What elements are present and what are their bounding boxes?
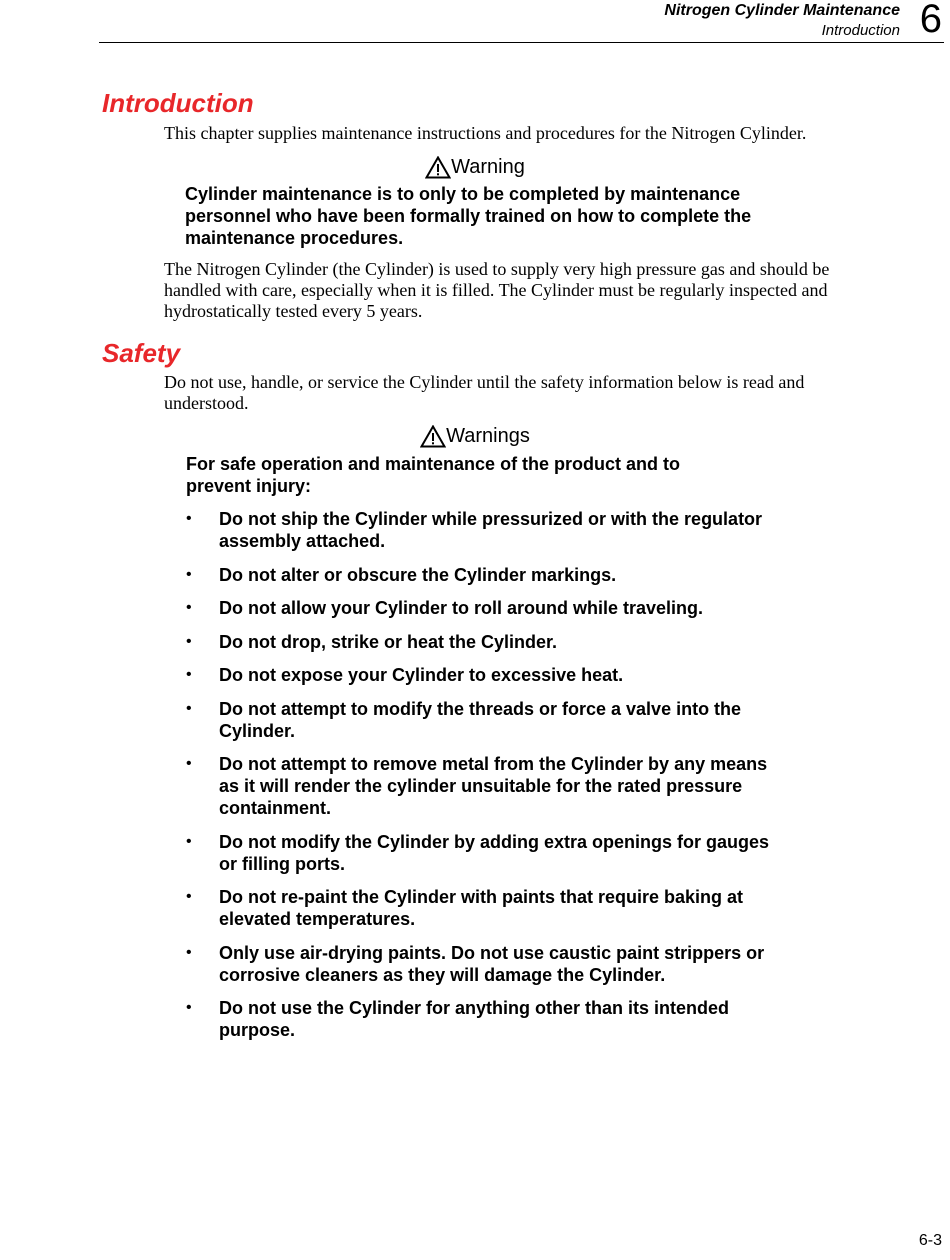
- safety-paragraph: Do not use, handle, or service the Cylinder until the safety information below is read and understood.: [164, 372, 805, 413]
- list-item-text: Do not modify the Cylinder by adding extra openings for gauges or filling ports.: [219, 831, 770, 874]
- introduction-paragraph-1: This chapter supplies maintenance instructions and procedures for the Nitrogen Cylinder.: [164, 123, 807, 143]
- list-item: [186, 831, 786, 875]
- warnings-title-text: Warnings: [446, 425, 530, 447]
- list-item: [186, 597, 786, 619]
- introduction-paragraph-2: The Nitrogen Cylinder (the Cylinder) is used to supply very high pressure gas and should be handled with care, especially when it is filled. The Cylinder must be regularly inspected and hydrostatically tested every 5 years.: [164, 259, 830, 321]
- list-item-text: Do not alter or obscure the Cylinder markings.: [219, 564, 617, 585]
- list-item: [186, 508, 786, 552]
- bullet-glyph: •: [186, 699, 192, 717]
- chapter-number: 6: [919, 0, 942, 41]
- list-item: [186, 997, 786, 1041]
- bullet-glyph: •: [186, 599, 192, 616]
- warnings-title: [0, 424, 950, 448]
- bullet-glyph: •: [186, 999, 192, 1016]
- bullet-glyph: •: [186, 888, 192, 905]
- list-item-text: Do not allow your Cylinder to roll around while traveling.: [219, 598, 704, 618]
- list-item-text: Do not expose your Cylinder to excessive heat.: [219, 665, 624, 685]
- safety-heading: Safety: [102, 338, 181, 368]
- warning-triangle-icon: [420, 425, 446, 448]
- bullet-glyph: •: [186, 510, 192, 527]
- list-item: [186, 564, 786, 586]
- page-number: 6-3: [918, 1232, 942, 1249]
- list-item-text: Do not attempt to modify the threads or force a valve into the Cylinder.: [219, 698, 742, 741]
- bullet-glyph: •: [186, 666, 192, 683]
- list-item-text: Do not drop, strike or heat the Cylinder.: [219, 631, 558, 652]
- warning-title: [0, 155, 950, 179]
- list-item-text: Do not attempt to remove metal from the Cylinder by any means as it will render the cylinder unsuitable for the rated pressure containment.: [219, 754, 768, 818]
- running-header-title: Nitrogen Cylinder Maintenance: [664, 2, 900, 19]
- list-item-text: Only use air-drying paints. Do not use caustic paint strippers or corrosive cleaners as they will damage the Cylinder.: [219, 942, 765, 985]
- warning-title-text: Warning: [451, 156, 525, 178]
- list-item: [186, 753, 786, 819]
- bullet-glyph: •: [186, 632, 192, 650]
- list-item: [186, 942, 786, 986]
- warning-text: Cylinder maintenance is to only to be completed by maintenance personnel who have been formally trained on how to complete the maintenance procedures.: [185, 184, 752, 248]
- running-header-subtitle: Introduction: [821, 22, 900, 39]
- list-item: [186, 631, 786, 653]
- list-item: [186, 698, 786, 742]
- bullet-glyph: •: [186, 943, 192, 961]
- warnings-intro: For safe operation and maintenance of the product and to prevent injury:: [186, 454, 681, 496]
- safety-warnings-list: [186, 508, 786, 1053]
- bullet-glyph: •: [186, 832, 192, 850]
- bullet-glyph: •: [186, 755, 192, 772]
- list-item-text: Do not ship the Cylinder while pressurized or with the regulator assembly attached.: [219, 509, 763, 551]
- introduction-heading: Introduction: [102, 88, 254, 118]
- warning-triangle-icon: [425, 156, 451, 179]
- list-item-text: Do not use the Cylinder for anything other than its intended purpose.: [219, 998, 730, 1040]
- list-item-text: Do not re-paint the Cylinder with paints that require baking at elevated temperatures.: [219, 887, 744, 929]
- list-item: [186, 664, 786, 686]
- list-item: [186, 886, 786, 930]
- bullet-glyph: •: [186, 565, 192, 583]
- header-rule: [99, 42, 944, 43]
